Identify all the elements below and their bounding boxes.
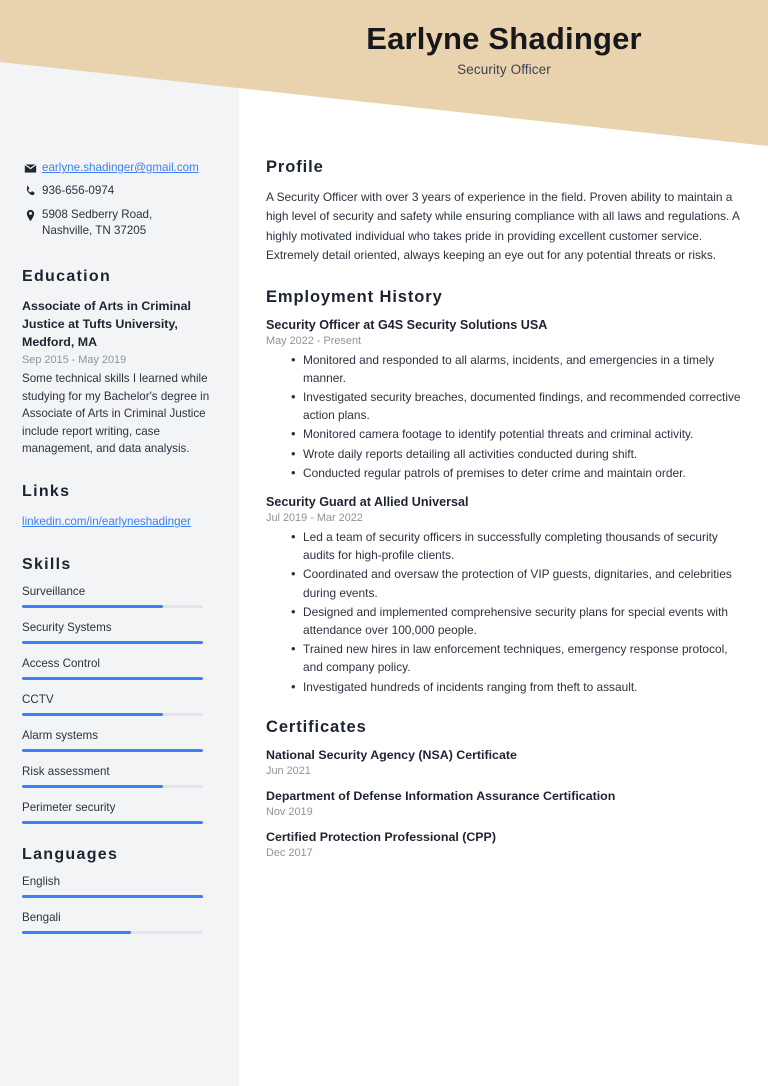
- job-title: Security Guard at Allied Universal: [266, 495, 469, 510]
- certificate-entry: [266, 830, 744, 859]
- skill-bar-fill: [22, 785, 163, 788]
- skill-item: [22, 585, 217, 608]
- contact-address: [42, 207, 152, 240]
- education-title: Associate of Arts in Criminal Justice at Tufts University, Medford, MA: [22, 299, 191, 350]
- language-bar-track: [22, 931, 203, 934]
- contact-address-line2: Nashville, TN 37205: [42, 224, 147, 238]
- skill-bar-fill: [22, 713, 163, 716]
- skill-label: Risk assessment: [22, 765, 110, 779]
- skill-label: CCTV: [22, 693, 54, 707]
- contact-email[interactable]: earlyne.shadinger@gmail.com: [42, 161, 199, 174]
- skill-item: [22, 801, 217, 824]
- job-entry: [266, 318, 744, 482]
- skill-label: Surveillance: [22, 585, 86, 599]
- skill-label: Alarm systems: [22, 729, 99, 743]
- contact-row-email: [0, 160, 239, 176]
- job-duty-item: • Conducted regular patrols of premises to deter crime and maintain order.: [291, 464, 744, 482]
- certificates-list: [266, 748, 744, 859]
- skill-bar-fill: [22, 749, 203, 752]
- languages-heading: Languages: [22, 846, 119, 864]
- contact-row-phone: [0, 183, 239, 199]
- header-text-group: [240, 0, 768, 77]
- employment-section: [266, 288, 744, 696]
- job-duties-list: [266, 528, 744, 696]
- skill-bar-fill: [22, 641, 203, 644]
- skill-label: Access Control: [22, 657, 100, 671]
- certificate-name: National Security Agency (NSA) Certificate: [266, 747, 517, 762]
- link-linkedin[interactable]: linkedin.com/in/earlyneshadinger: [22, 515, 191, 529]
- job-duty-item: • Led a team of security officers in successfully completing thousands of security audits for high-profile clients.: [291, 528, 744, 564]
- skill-bar-track: [22, 821, 203, 824]
- certificate-name: Certified Protection Professional (CPP): [266, 829, 496, 844]
- job-date: May 2022 - Present: [266, 334, 362, 347]
- job-title: Security Officer at G4S Security Solutions USA: [266, 317, 548, 332]
- skill-item: [22, 693, 217, 716]
- certificate-entry: [266, 789, 744, 818]
- jobs-list: [266, 318, 744, 696]
- phone-icon: [24, 183, 42, 198]
- skill-label: Security Systems: [22, 621, 112, 635]
- job-duty-item: • Investigated security breaches, documented findings, and recommended corrective action plans.: [291, 388, 744, 424]
- skill-item: [22, 765, 217, 788]
- education-description: Some technical skills I learned while studying for my Bachelor's degree in Associate of Arts in Criminal Justice include report writing, case management, and data analysis.: [22, 372, 210, 455]
- job-duties-list: [266, 351, 744, 482]
- skill-label: Perimeter security: [22, 801, 116, 815]
- sidebar-content: [0, 268, 239, 960]
- skills-section: [22, 556, 217, 824]
- job-duty-item: • Monitored camera footage to identify potential threats and criminal activity.: [291, 425, 744, 443]
- skill-bar-track: [22, 605, 203, 608]
- education-date: Sep 2015 - May 2019: [22, 354, 127, 367]
- skill-bar-fill: [22, 821, 203, 824]
- job-duty-item: • Coordinated and oversaw the protection of VIP guests, dignitaries, and celebrities during events.: [291, 565, 744, 601]
- education-section: [22, 268, 217, 457]
- skill-bar-fill: [22, 605, 163, 608]
- profile-text: A Security Officer with over 3 years of experience in the field. Proven ability to maintain a high level of security and safety while ensuring compliance with all laws and regulations. A highly motivated individual who takes pride in providing excellent customer service. Extremely detail oriented, always keeping an eye out for any potential threats or risks.: [266, 190, 740, 263]
- skill-bar-track: [22, 749, 203, 752]
- contact-address-line1: 5908 Sedberry Road,: [42, 207, 153, 221]
- profile-section: [266, 158, 744, 266]
- certificate-date: Nov 2019: [266, 805, 313, 818]
- skill-bar-fill: [22, 677, 203, 680]
- education-heading: Education: [22, 268, 112, 285]
- candidate-job-title: Security Officer: [457, 61, 551, 77]
- job-duty-item: • Designed and implemented comprehensive security plans for special events with attendance over 100,000 people.: [291, 603, 744, 639]
- skill-bar-track: [22, 677, 203, 680]
- employment-heading: Employment History: [266, 287, 443, 306]
- contact-row-address: [0, 207, 239, 240]
- skills-list: [22, 585, 217, 824]
- certificates-section: [266, 718, 744, 859]
- envelope-icon: [24, 160, 42, 175]
- skill-item: [22, 729, 217, 752]
- language-label: English: [22, 875, 61, 889]
- language-label: Bengali: [22, 911, 61, 925]
- languages-list: [22, 875, 217, 934]
- certificates-heading: Certificates: [266, 717, 367, 736]
- contact-list: [0, 160, 239, 247]
- job-entry: [266, 495, 744, 696]
- language-bar-track: [22, 895, 203, 898]
- skills-heading: Skills: [22, 556, 72, 574]
- links-section: [22, 483, 217, 530]
- skill-item: [22, 621, 217, 644]
- certificate-entry: [266, 748, 744, 777]
- skill-bar-track: [22, 713, 203, 716]
- job-duty-item: • Investigated hundreds of incidents ranging from theft to assault.: [291, 678, 744, 696]
- skill-item: [22, 657, 217, 680]
- job-duty-item: • Monitored and responded to all alarms, incidents, and emergencies in a timely manner.: [291, 351, 744, 387]
- languages-section: [22, 846, 217, 934]
- language-bar-fill: [22, 895, 203, 898]
- education-entry: [22, 297, 217, 457]
- language-bar-fill: [22, 931, 131, 934]
- certificate-name: Department of Defense Information Assurance Certification: [266, 788, 616, 803]
- job-duty-item: • Wrote daily reports detailing all activities conducted during shift.: [291, 445, 744, 463]
- candidate-name: Earlyne Shadinger: [366, 21, 642, 56]
- certificate-date: Jun 2021: [266, 764, 311, 777]
- job-date: Jul 2019 - Mar 2022: [266, 512, 363, 525]
- job-duty-item: • Trained new hires in law enforcement techniques, emergency response protocol, and company policy.: [291, 640, 744, 676]
- skill-bar-track: [22, 641, 203, 644]
- language-item: [22, 911, 217, 934]
- location-pin-icon: [24, 207, 42, 222]
- language-item: [22, 875, 217, 898]
- certificate-date: Dec 2017: [266, 846, 313, 859]
- profile-heading: Profile: [266, 158, 324, 176]
- skill-bar-track: [22, 785, 203, 788]
- links-heading: Links: [22, 483, 71, 501]
- contact-phone: 936-656-0974: [42, 184, 115, 198]
